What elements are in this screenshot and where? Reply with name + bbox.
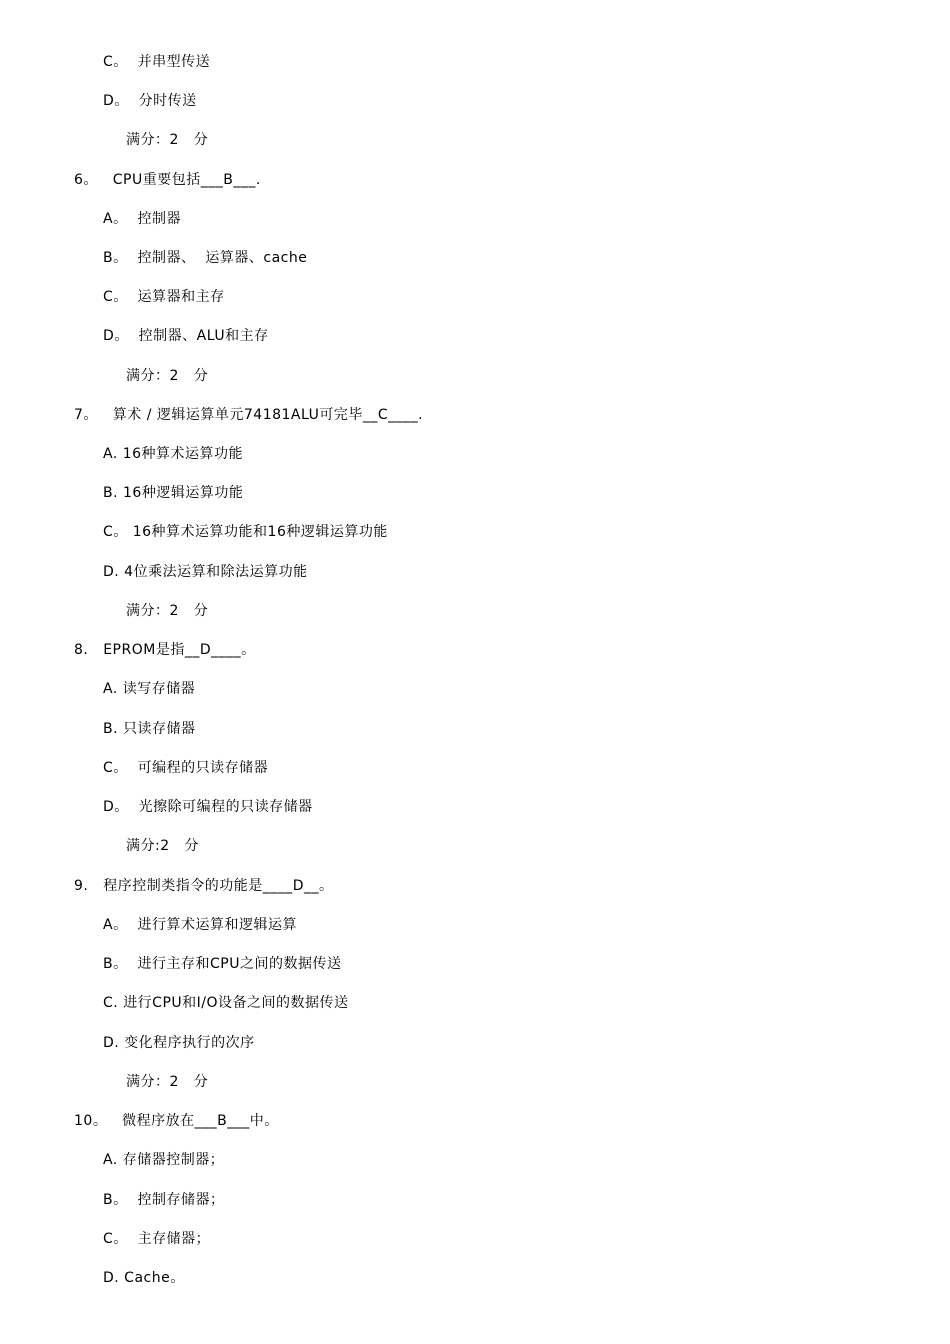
q9-question: 9. 程序控制类指令的功能是____D__。 [74, 878, 334, 894]
q10-option-b: B。 控制存储器； [103, 1192, 225, 1208]
q5-option-c: C。 并串型传送 [103, 54, 211, 70]
q6-option-c: C。 运算器和主存 [103, 289, 225, 305]
q7-option-b: B. 16种逻辑运算功能 [103, 485, 244, 501]
q9-option-c: C. 进行CPU和I/O设备之间的数据传送 [103, 995, 349, 1011]
q6-option-b: B。 控制器、 运算器、cache [103, 250, 308, 266]
q8-option-a: A. 读写存储器 [103, 681, 196, 697]
q8-option-c: C。 可编程的只读存储器 [103, 760, 269, 776]
q7-option-a: A. 16种算术运算功能 [103, 446, 244, 462]
q5-option-d: D。 分时传送 [103, 93, 197, 109]
q6-option-a: A。 控制器 [103, 211, 181, 227]
q6-question: 6。 CPU重要包括___B___. [74, 172, 261, 188]
q10-option-c: C。 主存储器； [103, 1231, 211, 1247]
q8-option-b: B. 只读存储器 [103, 721, 196, 737]
q6-option-d: D。 控制器、ALU和主存 [103, 328, 269, 344]
q9-score: 满分：2 分 [126, 1074, 209, 1090]
q9-option-b: B。 进行主存和CPU之间的数据传送 [103, 956, 342, 972]
q7-score: 满分：2 分 [126, 603, 209, 619]
q10-option-a: A. 存储器控制器； [103, 1152, 225, 1168]
q9-option-a: A。 进行算术运算和逻辑运算 [103, 917, 297, 933]
q10-question: 10。 微程序放在___B___中。 [74, 1113, 279, 1129]
q7-question: 7。 算术 / 逻辑运算单元74181ALU可完毕__C____. [74, 407, 424, 423]
q10-option-d: D. Cache。 [103, 1270, 185, 1286]
q8-question: 8. EPROM是指__D____。 [74, 642, 256, 658]
q8-score: 满分:2 分 [126, 838, 199, 854]
q5-score: 满分：2 分 [126, 132, 209, 148]
q7-option-c: C。 16种算术运算功能和16种逻辑运算功能 [103, 524, 388, 540]
q6-score: 满分：2 分 [126, 368, 209, 384]
q8-option-d: D。 光擦除可编程的只读存储器 [103, 799, 313, 815]
q7-option-d: D. 4位乘法运算和除法运算功能 [103, 564, 308, 580]
q9-option-d: D. 变化程序执行的次序 [103, 1035, 255, 1051]
